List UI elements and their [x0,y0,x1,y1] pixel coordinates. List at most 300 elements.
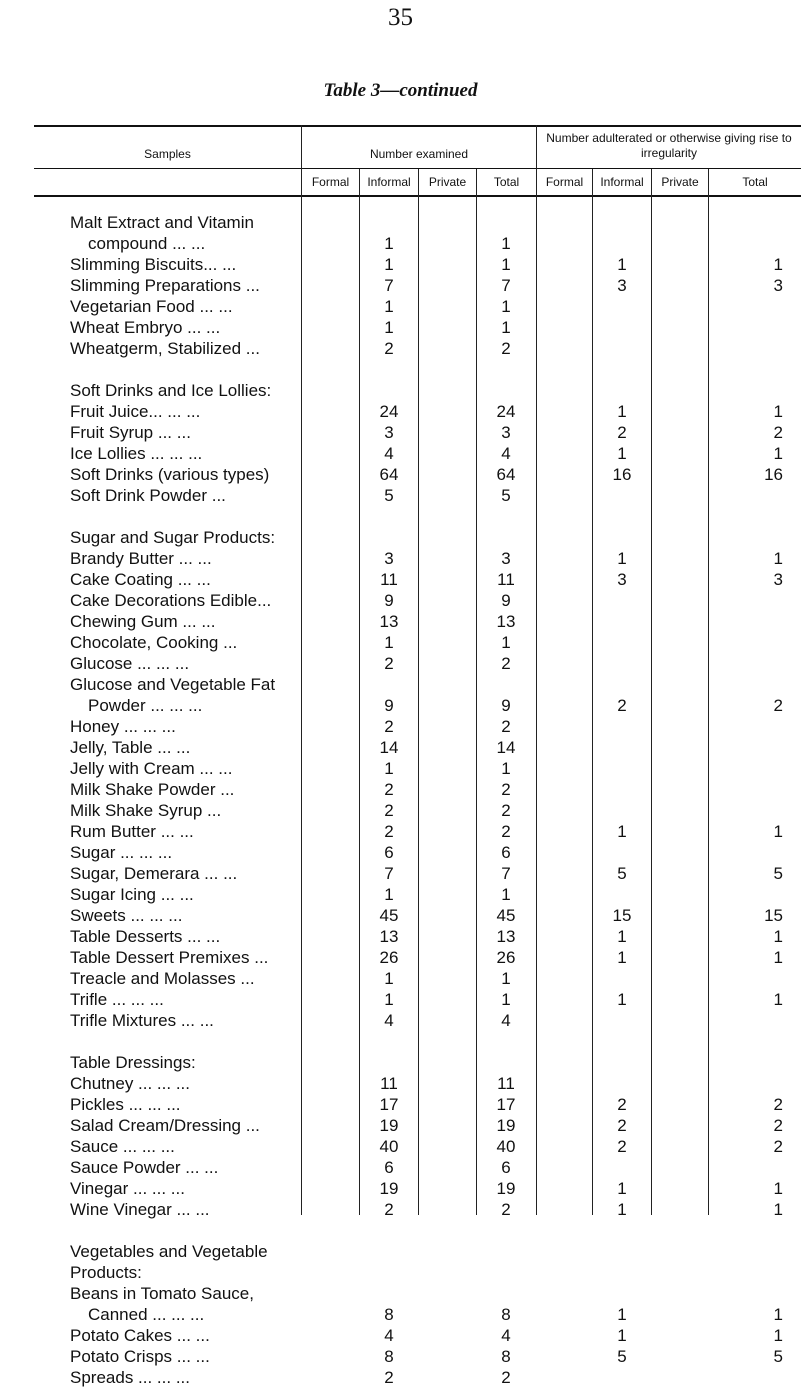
table-row [0,212,801,233]
cell-total-irregular [708,1325,801,1346]
cell-informal-examined: 2 [384,801,394,820]
table-row [0,1262,801,1283]
cell-value [783,612,801,631]
cell-value: 1 [773,1179,783,1198]
cell-value [783,1368,801,1387]
table-row [0,1157,801,1178]
cell-total-irregular [708,1241,801,1262]
cell-value [783,969,801,988]
cell-total-examined: 11 [497,1074,515,1093]
cell-total-irregular [708,233,801,254]
cell-value [783,528,801,547]
cell-total-examined: 13 [496,927,516,946]
cell-total-examined: 6 [501,1158,511,1177]
cell-total-examined: 9 [501,591,511,610]
table-row [0,1199,801,1220]
cell-total-irregular [708,653,801,674]
cell-value: 1 [773,1305,783,1324]
cell-total-examined: 2 [501,1368,511,1387]
cell-informal-examined: 4 [384,1326,394,1345]
table-row [0,233,801,254]
cell-value [783,339,801,358]
cell-total-examined: 17 [496,1095,516,1114]
cell-total-irregular [708,1178,801,1199]
cell-informal-irregular: 1 [617,402,627,421]
cell-informal-examined: 26 [379,948,399,967]
table-row [0,338,801,359]
cell-total-examined: 1 [501,318,511,337]
cell-informal-examined: 1 [384,969,394,988]
row-label: Brandy Butter ... ... [70,549,212,568]
table-row [0,464,801,485]
row-label: Fruit Syrup ... ... [70,423,191,442]
table-row [0,1283,801,1304]
row-label: Rum Butter ... ... [70,822,194,841]
cell-total-examined: 1 [501,297,511,316]
cell-value: 2 [773,1137,783,1156]
cell-total-irregular [708,527,801,548]
table-row [0,758,801,779]
cell-informal-examined: 1 [384,633,394,652]
row-label: Fruit Juice... ... ... [70,402,201,421]
table-row [0,275,801,296]
cell-total-irregular [708,254,801,275]
cell-total-irregular [708,317,801,338]
cell-informal-irregular: 1 [617,990,627,1009]
cell-informal-examined: 8 [384,1305,394,1324]
cell-informal-irregular: 1 [617,1326,627,1345]
cell-value [783,675,801,694]
table-row [0,1241,801,1262]
cell-total-irregular [708,275,801,296]
table-row [0,485,801,506]
table-row [0,926,801,947]
table-row [0,674,801,695]
table-row [0,737,801,758]
cell-value [783,780,801,799]
cell-total-examined: 9 [501,696,511,715]
cell-informal-irregular: 1 [617,549,627,568]
cell-informal-examined: 14 [379,738,399,757]
cell-informal-examined: 13 [379,927,399,946]
cell-informal-examined: 64 [379,465,399,484]
header-informal-2: Informal [600,175,644,189]
cell-total-examined: 8 [501,1347,511,1366]
cell-informal-examined: 1 [384,759,394,778]
row-label: Sugar and Sugar Products: [70,528,276,547]
cell-informal-irregular: 5 [617,864,627,883]
cell-value [783,759,801,778]
page-number: 35 [388,4,413,31]
cell-total-examined: 4 [501,1011,511,1030]
cell-value [783,1074,801,1093]
row-label: Chocolate, Cooking ... [70,633,238,652]
row-label: Potato Crisps ... ... [70,1347,210,1366]
row-label: Table Dressings: [70,1053,196,1072]
cell-total-irregular [708,863,801,884]
row-label: Trifle ... ... ... [70,990,164,1009]
cell-informal-irregular: 5 [617,1347,627,1366]
cell-informal-examined: 8 [384,1347,394,1366]
header-private-2: Private [661,175,699,189]
row-label: Powder ... ... ... [88,696,203,715]
cell-value [783,801,801,820]
row-label: Vinegar ... ... ... [70,1179,185,1198]
cell-total-irregular [708,905,801,926]
row-label: Sauce Powder ... ... [70,1158,219,1177]
cell-total-examined: 19 [496,1179,516,1198]
cell-total-irregular [708,569,801,590]
cell-informal-irregular: 1 [617,1200,627,1219]
cell-total-irregular [708,884,801,905]
table-row [0,716,801,737]
cell-informal-irregular: 2 [617,1116,627,1135]
cell-total-examined: 1 [501,255,511,274]
cell-value [783,843,801,862]
cell-informal-irregular: 15 [612,906,632,925]
cell-value [783,234,801,253]
table-row [0,1325,801,1346]
cell-value [783,738,801,757]
row-label: Glucose and Vegetable Fat [70,675,276,694]
cell-value [783,1158,801,1177]
cell-total-irregular [708,1157,801,1178]
table-row [0,1094,801,1115]
cell-informal-examined: 2 [384,339,394,358]
cell-total-irregular [708,947,801,968]
cell-total-irregular [708,1052,801,1073]
cell-total-irregular [708,1115,801,1136]
cell-value: 1 [773,1200,783,1219]
row-label: Milk Shake Syrup ... [70,801,222,820]
row-label: Table Desserts ... ... [70,927,221,946]
table-row [0,884,801,905]
header-formal: Formal [311,175,350,189]
table-row [0,989,801,1010]
cell-informal-examined: 5 [384,486,394,505]
row-label: Sugar Icing ... ... [70,885,194,904]
table-row [0,296,801,317]
cell-value [783,591,801,610]
cell-informal-examined: 1 [384,234,394,253]
cell-value: 1 [773,444,783,463]
row-label: Milk Shake Powder ... [70,780,235,799]
header-formal-2: Formal [545,175,584,189]
cell-value: 1 [773,549,783,568]
cell-informal-examined: 2 [384,780,394,799]
cell-value: 16 [764,465,783,484]
cell-total-examined: 6 [501,843,511,862]
table-row [0,317,801,338]
cell-total-examined: 13 [496,612,516,631]
cell-total-irregular [708,338,801,359]
cell-informal-examined: 1 [384,885,394,904]
cell-total-irregular [708,674,801,695]
cell-informal-examined: 9 [384,696,394,715]
cell-value: 1 [773,822,783,841]
cell-informal-irregular: 2 [617,1095,627,1114]
cell-informal-examined: 19 [379,1179,399,1198]
cell-total-examined: 19 [496,1116,516,1135]
cell-value: 2 [773,423,783,442]
cell-total-irregular [708,632,801,653]
table-row [0,842,801,863]
row-label: Sweets ... ... ... [70,906,183,925]
table-row [0,548,801,569]
header-total: Total [493,175,520,189]
cell-informal-examined: 3 [384,423,394,442]
cell-total-irregular [708,1073,801,1094]
row-label: Chutney ... ... ... [70,1074,190,1093]
row-label: compound ... ... [88,234,206,253]
cell-total-irregular [708,422,801,443]
cell-informal-examined: 1 [384,255,394,274]
cell-informal-examined: 1 [384,990,394,1009]
cell-total-examined: 7 [501,276,511,295]
cell-informal-irregular: 1 [617,1305,627,1324]
cell-value: 1 [773,948,783,967]
cell-total-irregular [708,443,801,464]
cell-value [783,1053,801,1072]
cell-value: 2 [773,1116,783,1135]
table-row [0,695,801,716]
cell-total-examined: 1 [501,759,511,778]
row-label: Vegetarian Food ... ... [70,297,233,316]
header-number-adulterated: Number adulterated or otherwise giving rise to irregularity [546,131,792,160]
cell-informal-examined: 11 [380,1074,398,1093]
cell-total-examined: 3 [501,549,511,568]
table-row [0,968,801,989]
cell-informal-irregular: 1 [617,927,627,946]
header-informal: Informal [367,175,411,189]
cell-total-irregular [708,821,801,842]
cell-value [783,1242,801,1261]
cell-total-examined: 64 [496,465,516,484]
cell-total-examined: 1 [501,990,511,1009]
table-row [0,1346,801,1367]
row-label: Glucose ... ... ... [70,654,190,673]
cell-informal-examined: 6 [384,843,394,862]
cell-value: 3 [773,276,783,295]
cell-total-examined: 7 [501,864,511,883]
cell-total-irregular [708,1304,801,1325]
table-row [0,443,801,464]
cell-value [783,381,801,400]
cell-total-examined: 11 [497,570,515,589]
cell-value: 1 [773,927,783,946]
cell-informal-irregular: 3 [617,570,627,589]
cell-value [783,1263,801,1282]
cell-total-examined: 1 [501,969,511,988]
header-rule-samples [34,168,301,169]
row-label: Slimming Preparations ... [70,276,260,295]
cell-total-irregular [708,611,801,632]
table-row [0,401,801,422]
table-row [0,653,801,674]
cell-informal-examined: 1 [384,318,394,337]
cell-value [783,633,801,652]
cell-total-examined: 2 [501,1200,511,1219]
row-label: Products: [70,1263,142,1282]
cell-value [783,717,801,736]
table-row [0,821,801,842]
cell-informal-examined: 45 [379,906,399,925]
cell-total-irregular [708,380,801,401]
row-label: Slimming Biscuits... ... [70,255,237,274]
row-label: Jelly with Cream ... ... [70,759,233,778]
cell-value [783,885,801,904]
cell-total-irregular [708,779,801,800]
table-row [0,863,801,884]
header-number-examined: Number examined [369,147,469,161]
cell-total-examined: 14 [496,738,516,757]
cell-total-irregular [708,296,801,317]
cell-total-examined: 40 [496,1137,516,1156]
row-label: Honey ... ... ... [70,717,176,736]
cell-total-irregular [708,1010,801,1031]
cell-total-examined: 26 [496,948,516,967]
cell-informal-irregular: 2 [617,696,627,715]
cell-total-irregular [708,758,801,779]
row-label: Trifle Mixtures ... ... [70,1011,214,1030]
cell-total-irregular [708,485,801,506]
cell-informal-irregular: 1 [617,948,627,967]
cell-total-irregular [708,842,801,863]
table-row [0,611,801,632]
cell-informal-irregular: 1 [617,255,627,274]
cell-informal-examined: 4 [384,444,394,463]
row-label: Chewing Gum ... ... [70,612,216,631]
row-label: Pickles ... ... ... [70,1095,181,1114]
cell-informal-examined: 13 [379,612,399,631]
cell-total-irregular [708,989,801,1010]
cell-informal-irregular: 1 [617,822,627,841]
row-label: Malt Extract and Vitamin [70,213,254,232]
header-samples: Samples [144,147,191,161]
cell-value [783,297,801,316]
table-row [0,254,801,275]
cell-informal-irregular: 1 [617,1179,627,1198]
cell-informal-irregular: 2 [617,423,627,442]
row-label: Cake Decorations Edible... [70,591,272,610]
table-top-rule [34,125,801,127]
row-label: Treacle and Molasses ... [70,969,255,988]
table-row [0,1073,801,1094]
cell-value [783,486,801,505]
cell-total-irregular [708,401,801,422]
cell-value: 1 [773,255,783,274]
cell-total-irregular [708,1346,801,1367]
cell-total-examined: 2 [501,339,511,358]
table-row [0,800,801,821]
cell-value [783,1284,801,1303]
cell-total-examined: 8 [501,1305,511,1324]
row-label: Ice Lollies ... ... ... [70,444,203,463]
cell-informal-examined: 3 [384,549,394,568]
cell-informal-irregular: 3 [617,276,627,295]
cell-informal-irregular: 16 [612,465,632,484]
table-row [0,947,801,968]
row-label: Sauce ... ... ... [70,1137,175,1156]
row-label: Cake Coating ... ... [70,570,211,589]
cell-total-examined: 2 [501,654,511,673]
cell-informal-examined: 40 [379,1137,399,1156]
cell-total-irregular [708,1094,801,1115]
cell-value: 2 [773,1095,783,1114]
cell-total-irregular [708,926,801,947]
cell-informal-examined: 1 [384,297,394,316]
cell-total-irregular [708,1367,801,1388]
cell-total-irregular [708,968,801,989]
row-label: Sugar, Demerara ... ... [70,864,238,883]
cell-total-examined: 2 [501,801,511,820]
cell-informal-examined: 24 [379,402,399,421]
table-row [0,590,801,611]
cell-informal-examined: 6 [384,1158,394,1177]
cell-informal-examined: 2 [384,717,394,736]
header-private: Private [428,175,467,189]
table-title: Table 3—continued [323,80,478,101]
cell-value [783,213,801,232]
table-row [0,1367,801,1388]
header-total-2: Total [742,175,768,189]
cell-informal-examined: 19 [379,1116,399,1135]
cell-value: 5 [773,1347,783,1366]
row-label: Wine Vinegar ... ... [70,1200,210,1219]
row-label: Vegetables and Vegetable [70,1242,268,1261]
cell-value: 15 [764,906,783,925]
cell-total-irregular [708,1199,801,1220]
cell-total-examined: 2 [501,822,511,841]
cell-informal-examined: 7 [384,864,394,883]
cell-total-examined: 1 [501,885,511,904]
header-rule-right [302,168,801,169]
cell-total-irregular [708,1262,801,1283]
row-label: Wheat Embryo ... ... [70,318,221,337]
table-row [0,1178,801,1199]
row-label: Potato Cakes ... ... [70,1326,210,1345]
table-row [0,1136,801,1157]
cell-value: 1 [773,990,783,1009]
cell-value: 2 [773,696,783,715]
cell-total-irregular [708,800,801,821]
cell-total-examined: 45 [496,906,516,925]
cell-informal-examined: 4 [384,1011,394,1030]
cell-informal-irregular: 2 [617,1137,627,1156]
cell-total-irregular [708,695,801,716]
table-row [0,779,801,800]
table-row [0,1010,801,1031]
cell-value [783,654,801,673]
cell-value: 3 [773,570,783,589]
table-row [0,1304,801,1325]
cell-total-irregular [708,590,801,611]
row-label: Soft Drinks and Ice Lollies: [70,381,272,400]
table-row [0,1052,801,1073]
cell-total-examined: 4 [501,444,511,463]
cell-value: 5 [773,864,783,883]
cell-informal-examined: 2 [384,1200,394,1219]
row-label: Soft Drink Powder ... [70,486,226,505]
row-label: Soft Drinks (various types) [70,465,270,484]
cell-value: 1 [773,1326,783,1345]
table-row [0,422,801,443]
cell-total-examined: 24 [496,402,516,421]
cell-total-examined: 2 [501,780,511,799]
cell-informal-examined: 11 [380,570,398,589]
row-label: Wheatgerm, Stabilized ... [70,339,260,358]
table-row [0,380,801,401]
